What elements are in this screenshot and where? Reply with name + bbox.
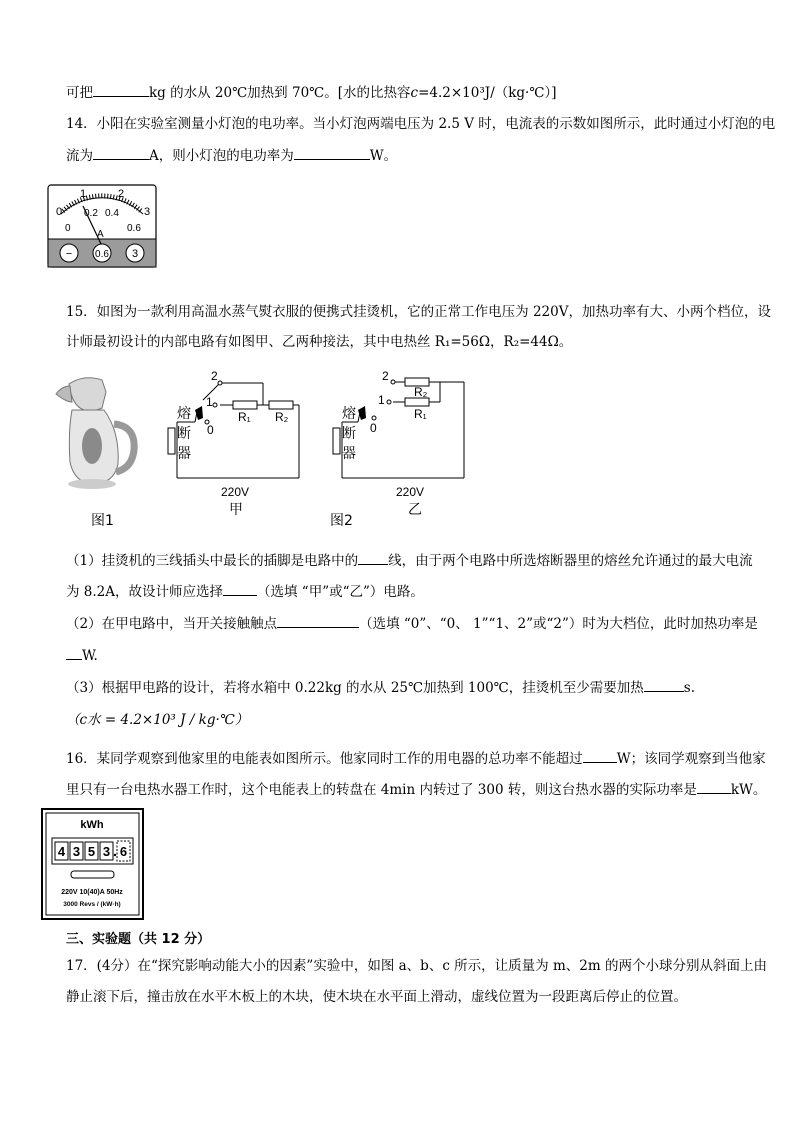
- meter-spec: 220V 10(40)A 50Hz: [61, 889, 123, 896]
- q13-text: kg 的水从 20℃加热到 70℃。[水的比热容: [149, 85, 411, 101]
- meter-turntable: [71, 871, 114, 878]
- voltage-label: 220V: [396, 485, 425, 499]
- ammeter-figure: [47, 184, 157, 268]
- q16-text2a: 里只有一台电热水器工作时，这个电能表上的转盘在 4min 内转过了 300 转，则这台热水器的实际功率是: [66, 782, 697, 798]
- contact-2-label: 2: [211, 369, 218, 383]
- q14-blank2: [294, 145, 370, 160]
- q15-p1-line1: [66, 550, 753, 571]
- circuit-yi-label: 乙: [408, 501, 422, 517]
- q16-line1: [66, 748, 766, 769]
- q16-line2: [66, 779, 766, 800]
- meter-digit-1: 4: [57, 844, 66, 859]
- q14-line1: [66, 114, 775, 134]
- q15-p1b: 线，由于两个电路中所选熔断器里的熔丝允许通过的最大电流: [388, 553, 753, 569]
- q14-text2a: 流为: [66, 148, 93, 164]
- q15-p1a: （1）挂烫机的三线插头中最长的插脚是电路中的: [66, 553, 359, 569]
- r2-label: R₂: [414, 385, 428, 399]
- circuit-jia: [165, 366, 310, 518]
- electricity-meter: [41, 808, 144, 920]
- q15-blank5: [644, 677, 684, 692]
- r1-resistor: [405, 398, 429, 406]
- meter-digit-2: 3: [72, 844, 81, 859]
- voltage-label: 220V: [221, 485, 250, 499]
- scale-label-zero: 0: [65, 223, 71, 234]
- q16-text1a: 16．某同学观察到他家里的电能表如图所示。他家同时工作的用电器的总功率不能超过: [66, 751, 583, 767]
- scale-label-2: 2: [118, 188, 125, 200]
- q13-prefix: 可把: [66, 85, 93, 101]
- q15-line2: [66, 332, 572, 352]
- contact-1-label: 1: [378, 393, 385, 407]
- q15-p2-line2: [66, 645, 98, 666]
- fuse-char-2: 断: [177, 425, 191, 441]
- q15-p2a: （2）在甲电路中，当开关接触触点: [66, 616, 278, 632]
- contact-0-label: 0: [207, 423, 214, 437]
- fuse-char-3: 器: [177, 445, 191, 461]
- unit-label: A: [97, 229, 104, 240]
- q15-line1: [66, 302, 771, 322]
- contact-0-label: 0: [370, 421, 377, 435]
- meter-revs: 3000 Revs / (kW·h): [63, 901, 121, 908]
- circuit-jia-label: 甲: [229, 501, 243, 517]
- q14-text1: 14．小阳在实验室测量小灯泡的电功率。当小灯泡两端电压为 2.5 V 时，电流表的示数如图所示，此时通过小灯泡的电: [66, 116, 776, 132]
- q17-line2: [66, 987, 687, 1007]
- q15-p3a: （3）根据甲电路的设计，若将水箱中 0.22kg 的水从 25℃加热到 100℃，挂烫机至少需要加热: [66, 680, 644, 696]
- q15-p1-line2: [66, 581, 424, 602]
- q15-p4: [66, 710, 248, 730]
- r1-label: R₁: [238, 410, 251, 424]
- scale-label-04: 0.4: [105, 208, 119, 219]
- meter-digit-5: 6: [119, 844, 128, 859]
- q15-p3b: s.: [683, 680, 696, 696]
- q16-text1b: W；该同学观察到当他家: [616, 751, 766, 767]
- q15-blank4: [66, 645, 82, 660]
- steamer-image: [44, 372, 140, 492]
- r2-label: R₂: [275, 410, 289, 424]
- q15-p2-line1: [66, 613, 758, 634]
- fuse-char-2: 断: [342, 425, 356, 441]
- q14-text2c: W。: [369, 148, 398, 164]
- q16-blank2: [697, 779, 731, 794]
- q17-text2: 静止滚下后，撞击放在水平木板上的木块，使木块在水平面上滑动，虚线位置为一段距离后停止的位置。: [66, 989, 687, 1005]
- r1-resistor: [233, 401, 257, 409]
- q15-text1: 15．如图为一款利用高温水蒸气熨衣服的便携式挂烫机，它的正常工作电压为 220V，加热功率有大、小两个档位，设: [66, 304, 771, 320]
- contact-1-label: 1: [206, 395, 213, 409]
- q15-p2c: W.: [82, 648, 98, 664]
- scale-label-0: 0: [56, 206, 63, 218]
- q13-eq: =4.2×10³J/（kg·℃）]: [418, 85, 557, 101]
- q15-text2: 计师最初设计的内部电路有如图甲、乙两种接法，其中电热丝 R₁=56Ω，R₂=44Ω。: [66, 334, 573, 350]
- r1-label: R₁: [414, 407, 427, 421]
- fuse-char-1: 熔: [177, 405, 191, 421]
- fuse-body: [333, 428, 340, 454]
- scale-label-06: 0.6: [127, 223, 141, 234]
- fig1-label: 图1: [91, 513, 114, 529]
- terminal-label-06: 0.6: [95, 249, 109, 260]
- scale-label-3: 3: [144, 206, 151, 218]
- fuse-body: [168, 428, 175, 454]
- fuse-char-1: 熔: [342, 405, 356, 421]
- q13-c: c: [410, 85, 419, 101]
- fuse-char-3: 器: [342, 445, 356, 461]
- fig2-label: 图2: [330, 513, 353, 529]
- q14-text2b: A，则小灯泡的电功率为: [149, 148, 294, 164]
- q13-blank: [93, 82, 149, 97]
- q16-text2b: kW。: [730, 782, 767, 798]
- q17-text1: 17．(4分）在“探究影响动能大小的因素”实验中，如图 a、b、c 所示，让质量为 m、2m 的两个小球分别从斜面上由: [66, 958, 767, 974]
- q15-p1c: 为 8.2A，故设计师应选择: [66, 584, 224, 600]
- circuit-yi: [330, 366, 475, 518]
- meter-digit-3: 5: [87, 844, 96, 859]
- q17-line1: [66, 956, 767, 976]
- scale-label-02: 0.2: [84, 208, 98, 219]
- contact-2-label: 2: [382, 369, 389, 383]
- q14-line2: [66, 145, 397, 166]
- meter-digit-4: 3: [102, 844, 111, 859]
- q15-p1d: （选填 “甲”或“乙”）电路。: [257, 584, 424, 600]
- q15-p2b: （选填 “0”、“0、 1”“1、2”或“2”）时为大档位，此时加热功率是: [359, 616, 758, 632]
- r2-resistor: [269, 401, 293, 409]
- meter-unit: kWh: [80, 819, 104, 831]
- terminal-label-neg: −: [65, 248, 73, 260]
- terminal-label-3: 3: [131, 248, 139, 260]
- q15-blank2: [223, 581, 257, 596]
- section-3-heading: 三、实验题（共 12 分）: [66, 932, 211, 947]
- q16-blank1: [583, 748, 617, 763]
- q13-tail: [66, 82, 556, 103]
- q15-p3: [66, 677, 695, 698]
- q15-blank3: [277, 613, 359, 628]
- scale-label-1: 1: [80, 188, 87, 200]
- q15-p4-text: （c水 = 4.2×10³ J / kg·℃）: [66, 712, 249, 728]
- q15-blank1: [358, 550, 388, 565]
- q14-blank1: [93, 145, 149, 160]
